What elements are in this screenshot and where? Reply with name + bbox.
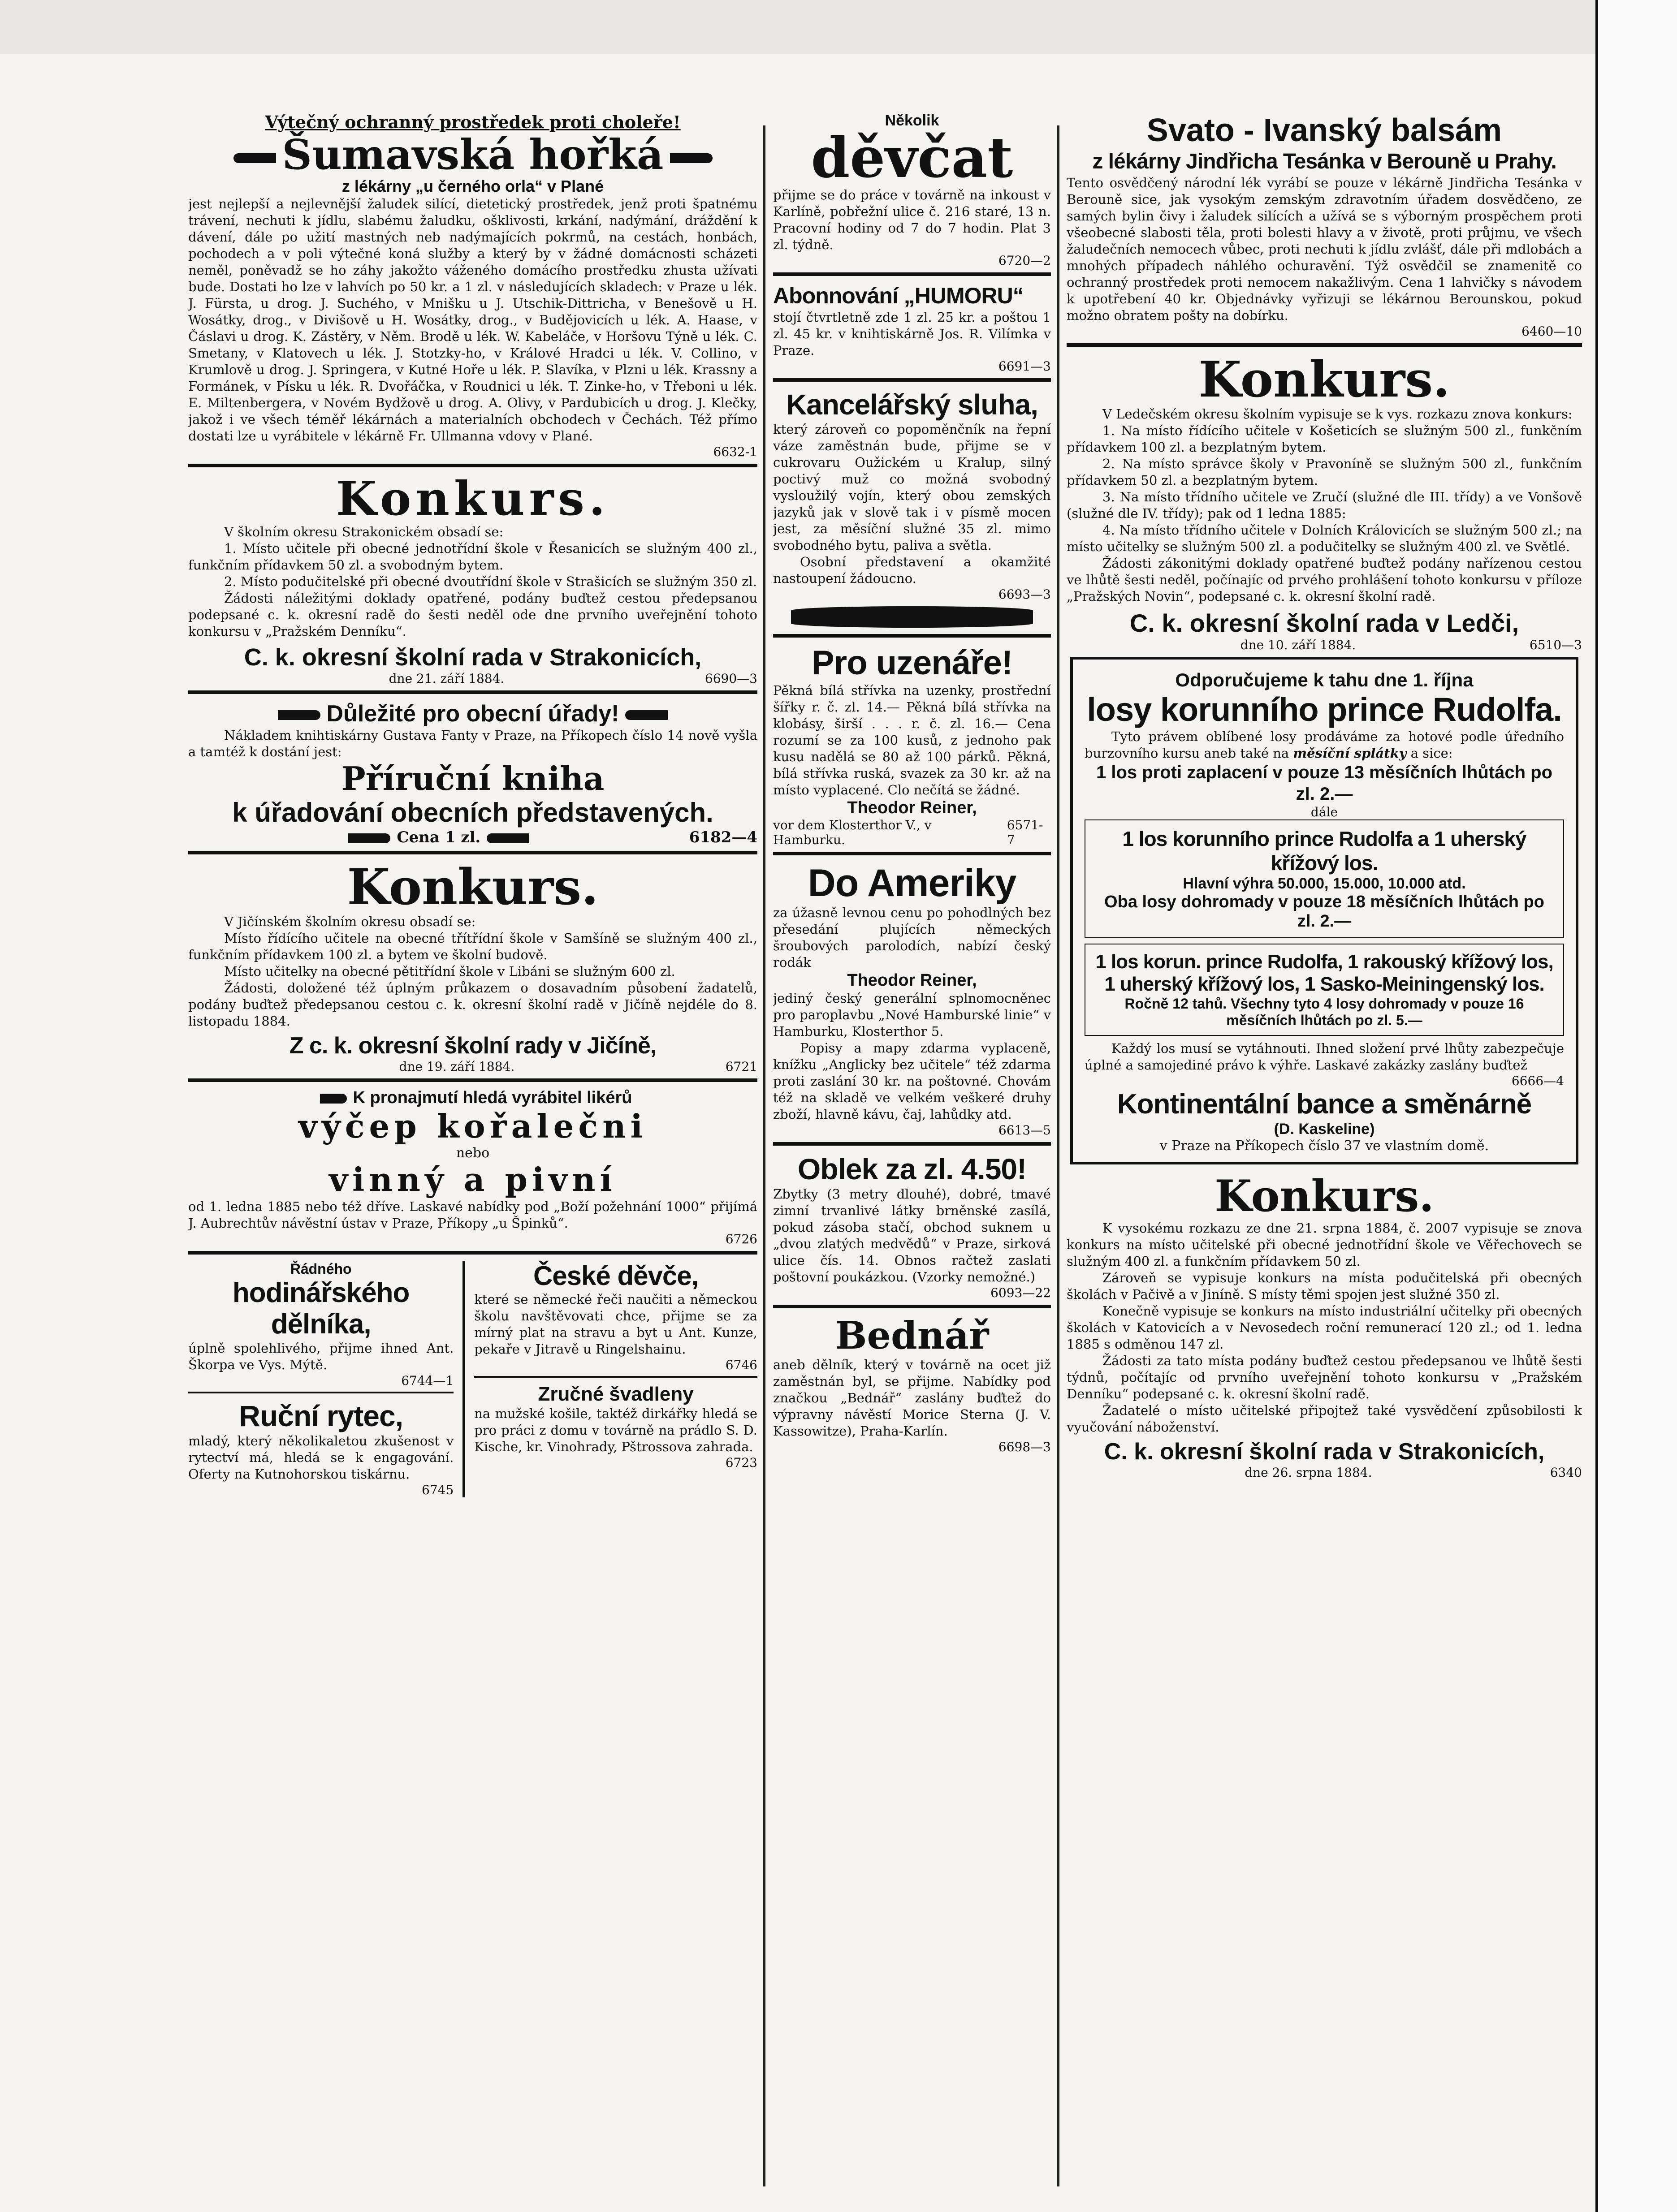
page-top-margin	[0, 0, 1595, 54]
divider	[773, 1305, 1051, 1308]
ad-ref: 6691—3	[998, 359, 1051, 374]
ad-ref: 6698—3	[998, 1440, 1051, 1454]
divider	[773, 272, 1051, 276]
ad-title: Zručné švadleny	[538, 1383, 694, 1405]
ad-title: České děvče,	[533, 1261, 699, 1291]
ad-amerika	[773, 862, 1051, 1138]
ad-prirucni-kniha	[188, 700, 757, 846]
ad-text: Místo učitelky na obecné pětitřídní škole v Libáni se služným 600 zl.	[224, 964, 675, 979]
ad-balsam	[1067, 112, 1582, 339]
column-left	[188, 112, 757, 2200]
ad-text: Konečně vypisuje se konkurs na místo industriální učitelky při obecných školách v Katovicích a v Nevosedech roční remunerací 120 zl.; od 1. ledna 1885 s odměnou 147 zl.	[1067, 1303, 1582, 1352]
page-right-edge	[1595, 0, 1677, 2212]
divider	[773, 852, 1051, 855]
ad-footer: dne 21. září 1884. 6690—3	[389, 671, 757, 686]
ad-uzenari	[773, 644, 1051, 847]
ad-text: Každý los musí se vytáhnouti. Ihned složení prvé lhůty zabezpečuje úplné a samojediné právo k výhře. Laskavé zakázky zaslány buďtež	[1085, 1041, 1564, 1073]
ad-title: Abonnování „HUMORU“	[773, 283, 1024, 308]
ad-text: od 1. ledna 1885 nebo též dříve. Laskavé nabídky pod „Boží požehnání 1000“ přijímá J. Aubrechtův návěstní ústav v Praze, Příkopy „u Špinků“.	[188, 1199, 757, 1231]
pointing-hand-icon	[278, 710, 320, 720]
ad-text: 1. Místo učitele při obecné jednotřídní škole v Řesanicích se služným 400 zl., funkčním přídavkem 50 zl. a svobodným bytem.	[188, 541, 757, 573]
ad-intro: V školním okresu Strakonickém obsadí se:	[224, 524, 504, 539]
ad-title: Ruční rytec,	[239, 1399, 403, 1432]
ad-sluha	[773, 388, 1051, 628]
ad-title: Do Ameriky	[808, 862, 1016, 905]
column-right	[1067, 112, 1582, 2200]
ad-footer: Cena 1 zl. 6182—4	[188, 828, 757, 846]
ad-subtitle: z lékárny Jindřicha Tesánka v Berouně u Prahy.	[1092, 150, 1556, 173]
ad-text: stojí čtvrtletně zde 1 zl. 25 kr. a poštou 1 zl. 45 kr. v knihtiskárně Jos. R. Vilímka v Praze.	[773, 310, 1051, 358]
ad-headline: Výtečný ochranný prostředek proti choleře!	[265, 112, 681, 132]
ad-ref: 6745	[422, 1483, 454, 1497]
divider	[474, 1376, 757, 1378]
divider	[188, 1392, 454, 1393]
ad-ref: 6720—2	[998, 253, 1051, 268]
ad-title: Konkurs.	[1198, 350, 1450, 408]
pointing-hand-icon	[487, 833, 529, 843]
ad-ref: 6693—3	[998, 587, 1051, 602]
ad-text: které se německé řeči naučiti a německou školu navštěvovati chce, přijme se za mírný plat na stravu a byt u Ant. Kunze, pekaře v Jitravě u Ringelshainu.	[474, 1292, 757, 1357]
ad-title: Příruční kniha	[341, 759, 605, 798]
ad-hodinar	[188, 1261, 454, 1497]
ad-text: Popisy a mapy zdarma vyplaceně, knížku „Anglicky bez učitele“ též zdarma proti zaslání 30 kr. na poštovné. Chovám též na skladě ve velkém veškeré druhy zboží, hlavně kávu, čaj, lahůdky atd.	[773, 1040, 1051, 1122]
ad-title: vinný a pivní	[329, 1160, 617, 1199]
ad-text: Místo řídícího učitele na obecné třítřídní škole v Samšíně se služným 400 zl., funkčním přídavkem 100 zl. a bytem ve školní budově.	[188, 931, 757, 962]
ad-title: Šumavská hořká	[188, 132, 757, 177]
ad-title: Konkurs.	[336, 471, 610, 526]
ad-footer: dne 10. září 1884. 6510—3	[1240, 638, 1582, 652]
ad-konkurs-ledec	[1067, 350, 1582, 652]
divider	[188, 1251, 757, 1255]
ad-title: Oblek za zl. 4.50!	[797, 1152, 1027, 1186]
ad-signature: C. k. okresní školní rada v Strakonicích,	[244, 644, 702, 671]
offer-3b: 1 uherský křížový los, 1 Sasko-Meiningenský los.	[1104, 973, 1544, 995]
ad-signature: Theodor Reiner,	[847, 971, 977, 990]
bank-name: Kontinentální bance a směnárně	[1117, 1089, 1532, 1120]
ad-kicker: Řádného	[290, 1261, 352, 1277]
ad-ref: 6726	[725, 1232, 757, 1246]
ad-ref: 6723	[725, 1455, 757, 1470]
pointing-hand-icon	[348, 833, 390, 843]
pointing-hand-icon	[320, 1094, 347, 1104]
divider	[188, 851, 757, 854]
ad-text: 3. Na místo třídního učitele ve Zručí (služné dle III. třídy) a ve Vonšově (služné dle IV. třídy); pak od 1 ledna 1885:	[1067, 489, 1582, 521]
ad-konkurs-strakonice-2	[1067, 1173, 1582, 1480]
ad-ref: 6093—22	[990, 1285, 1051, 1300]
ad-title: Bednář	[835, 1313, 989, 1358]
ad-footer: vor dem Klosterthor V., v Hamburku. 6571-7	[773, 818, 1043, 847]
ad-title: Konkurs.	[347, 858, 599, 916]
ad-sumavska-horka	[188, 112, 757, 459]
ad-intro: V Jičínském školním okresu obsadí se:	[224, 914, 476, 929]
ad-text: aneb dělník, který v továrně na ocet již zaměstnán byl, se přijme. Nabídky pod značkou „Bednář“ zaslány buďtež do výpravny návěstí Morice Sterna (J. V. Kassowitze), Praha-Karlín.	[773, 1357, 1051, 1439]
ad-text: Žadatelé o místo učitelské připojtež také vysvědčení způsobilosti k vyučování náboženství.	[1067, 1403, 1582, 1435]
ad-signature: Theodor Reiner,	[847, 798, 977, 817]
ad-text: Žádosti náležitými doklady opatřené, podány buďtež cestou předepsanou podepsané c. k. okresní radě do šesti neděl ode dne prvního uveřejnění tohoto konkursu v „Pražském Denníku“.	[188, 591, 757, 639]
offer-2-box	[1085, 819, 1564, 938]
divider	[188, 464, 757, 467]
ad-text: přijme se do práce v továrně na inkoust v Karlíně, pobřežní ulice č. 216 staré, 13 n. Pracovní hodiny od 7 do 7 hodin. Plat 3 zl. týdně.	[773, 187, 1051, 252]
column-rule-1	[763, 125, 765, 2186]
divider	[188, 1078, 757, 1082]
column-middle	[773, 112, 1051, 2200]
ad-title: Pro uzenáře!	[811, 644, 1013, 682]
offer-3-box	[1085, 944, 1564, 1036]
ad-title: Kancelářský sluha,	[786, 388, 1038, 421]
ad-title: hodinářského dělníka,	[232, 1277, 410, 1340]
pointing-hand-icon	[625, 710, 668, 720]
ad-text: Pěkná bílá střívka na uzenky, prostřední šířky r. č. zl. 14.— Pěkná bílá střívka na klobásy, širší . . . r. č. zl. 16.— Cena rozumí se za 100 kusů, z jednoho pak kusu nadělá se 80 až 100 párků. Pěkná, bílá střívka ruská, svazek za 30 kr. až na místo vyplacené. Clo nečítá se žádné.	[773, 683, 1051, 798]
divider	[773, 378, 1051, 382]
ad-kicker: Několik	[885, 112, 939, 129]
ad-text: 2. Na místo správce školy v Pravoníně se služným 500 zl., funkčním přídavkem 50 zl. a bezplatným bytem.	[1067, 456, 1582, 488]
ad-text: 1. Na místo řídícího učitele v Košeticích se služným 500 zl., funkčním přídavkem 100 zl. a bezplatným bytem.	[1067, 423, 1582, 455]
ad-ref: 6666—4	[1511, 1074, 1564, 1088]
ad-intro: V Ledečském okresu školním vypisuje se k vys. rozkazu znova konkurs:	[1102, 406, 1573, 422]
ad-oblek	[773, 1152, 1051, 1300]
ad-signature: C. k. okresní školní rada v Strakonicích,	[1104, 1439, 1545, 1465]
offer-2-wins: Hlavní výhra 50.000, 15.000, 10.000 atd.	[1183, 875, 1466, 892]
ad-humor	[773, 282, 1051, 374]
ad-konkurs-jicin	[188, 858, 757, 1074]
ad-source: z lékárny „u černého orla“ v Plané	[341, 177, 604, 195]
small-ads-row	[188, 1261, 757, 1497]
pointing-hand-icon	[233, 153, 276, 163]
divider	[773, 1142, 1051, 1146]
ad-text: mladý, který několikaletou zkušenost v rytectví má, hledá se k engagování. Oferty na Kutnohorskou tiskárnu.	[188, 1433, 454, 1482]
ad-dale: dále	[1310, 805, 1338, 819]
ornament-bar	[791, 606, 1033, 628]
ad-ref: 6744—1	[401, 1373, 454, 1388]
bank-owner: (D. Kaskeline)	[1274, 1121, 1375, 1138]
ad-deve	[474, 1261, 757, 1497]
ad-text: Zbytky (3 metry dlouhé), dobré, tmavé zimní trvanlivé látky brněnské zasílá, pokud zásoba stačí, obchod suknem u „dvou zlatých medvědů“ v Praze, sirková ulice čís. 14. Obnos račtež zaslati poštovní poukázkou. (Vzorky nemožné.)	[773, 1186, 1051, 1285]
ad-text: 2. Místo podučitelské při obecné dvoutřídní škole v Strašicích se služným 350 zl.	[224, 574, 757, 589]
offer-3c: Ročně 12 tahů. Všechny tyto 4 losy dohromady v pouze 16 měsíčních lhůtách po zl. 5.—	[1124, 996, 1524, 1028]
ad-vycep	[188, 1088, 757, 1246]
ad-title: děvčat	[811, 125, 1013, 190]
ad-ref: 6460—10	[1521, 324, 1582, 339]
ad-headline: K pronajmutí hledá vyrábitel likérů	[188, 1088, 757, 1108]
ad-ref: 6613—5	[998, 1123, 1051, 1138]
pointing-hand-icon	[670, 153, 713, 163]
ad-text: Zároveň se vypisuje konkurs na místa podučitelská při obecných školách v Pačivě a v Jiníně. S místy těmi spojen jest služné 350 zl.	[1067, 1270, 1582, 1302]
ad-text: 4. Na místo třídního učitele v Dolních Královicích se služným 500 zl.; na místo učitelky se služným 500 zl. a podučitelky se služným 400 zl. ve Světlé.	[1067, 522, 1582, 554]
ad-ref: 6746	[725, 1358, 757, 1372]
ad-text: úplně spolehlivého, přijme ihned Ant. Škorpa ve Vys. Mýtě.	[188, 1341, 454, 1372]
ad-text: Osobní představení a okamžité nastoupení žádoucno.	[773, 554, 1051, 586]
ad-footer: dne 19. září 1884. 6721	[399, 1059, 757, 1074]
offer-3a: 1 los korun. prince Rudolfa, 1 rakouský křížový los,	[1095, 951, 1553, 973]
ad-devcat	[773, 112, 1051, 268]
ad-text: jest nejlepší a nejlevnější žaludek silící, dietetický prostředek, jenž proti špatnému trávení, nechuti k jídlu, slabému žaludku, ošklivosti, krkání, nadýmání, dráždění k dávení, dále po užití mastných neb nadýmajících pokrmů, na cestách, honbách, pochodech a v poli výtečné koná služby a který by v žádné domácnosti scházeti neměl, poněvadž se ho záhy jakožto váženého domácího prostředku zhusta užívati bude. Dostati ho lze v lahvích po 50 kr. a 1 zl. v následujících skladech: v Praze u lék. J. Fürsta, u drog. J. Suchého, v Mnišku u J. Utschik-Dittricha, v Benešově u H. Wosátky, drog., v Divišově u H. Wosátky, drog., v Budějovicích u lék. A. Haase, v Čáslavi u drog. K. Zástěry, v Něm. Brodě u lék. W. Kabeláče, v Horšovu Týně u lék. C. Smetany, v Klatovech u lék. J. Stotzky-ho, v Králové Hradci u lék. V. Collino, v Krumlově u drog. J. Springera, v Kutné Hoře u lék. P. Slavíka, v Plzni u lék. Krassny a Formánek, v Písku u lék. R. Dvořáčka, v Roudnici u lék. T. Zinke-ho, v Třeboni u lék. E. Miltenbergera, v Novém Bydžově u drog. A. Olivy, v Pardubicích u drog. J. Klečky, jakož i ve všech téměř lékárnách a materialních obchodech v Čechách. Též přímo dostati lze u vyrábitele v lékárně Fr. Ullmanna vdovy v Plané.	[188, 196, 757, 444]
ad-losy-frame	[1070, 657, 1578, 1164]
ad-text: Nákladem knihtiskárny Gustava Fanty v Praze, na Příkopech číslo 14 nově vyšla a tamtéž k dostání jest:	[188, 728, 757, 759]
column-rule	[462, 1261, 465, 1497]
ad-subtitle: k úřadování obecních představených.	[232, 798, 713, 828]
ad-title: výčep kořalečni	[298, 1107, 647, 1145]
ad-text: který zároveň co popoměnčník na řepní váze zaměstnán bude, přijme se v cukrovaru Oužickém u Kralup, silný poctivý muž co možná svobodný vysloužilý vojín, který obou zemských jazyků jak v slově tak i v písmě mocen jest, za měsíční služné 35 zl. mimo svobodného bytu, paliva a světla.	[773, 422, 1051, 553]
ad-konkurs-strakonice	[188, 471, 757, 686]
ad-title: losy korunního prince Rudolfa.	[1087, 691, 1562, 728]
ad-text: na mužské košile, taktéž dirkářky hledá se pro práci z domu v továrně na prádlo S. D. Kische, kr. Vinohrady, Pštrossova zahrada.	[474, 1406, 757, 1454]
divider	[1067, 343, 1582, 347]
ad-text: Žádosti, doložené též úplným průkazem o dosavadním působení žadatelů, podány buďtež předepsanou cestou c. k. okresní školní radě v Jičíně nejdéle do 8. listopadu 1884.	[188, 980, 757, 1029]
ad-headline: Důležité pro obecní úřady!	[188, 700, 757, 727]
ad-text: Žádosti zákonitými doklady opatřené buďtež podány nařízenou cestou ve lhůtě šesti neděl, počínajíc od prvého prohlášení tohoto konkursu v příloze „Pražských Novin“, podepsané c. k. okresní školní radě.	[1067, 556, 1582, 604]
ad-title: Svato - Ivanský balsám	[1146, 112, 1502, 148]
divider	[188, 690, 757, 694]
ad-or: nebo	[456, 1145, 490, 1161]
offer-2: 1 los korunního prince Rudolfa a 1 uherský křížový los.	[1122, 827, 1526, 875]
ad-title: Konkurs.	[1215, 1171, 1434, 1221]
divider	[773, 634, 1051, 638]
ad-text: K vysokému rozkazu ze dne 21. srpna 1884, č. 2007 vypisuje se znova konkurs na místo učitelské při obecné jednotřídní škole ve Věřechovech se služným 400 zl. a funkčním přídavkem 50 zl.	[1067, 1220, 1582, 1269]
ad-text: jediný český generální splnomocněnec pro paroplavbu „Nové Hamburské linie“ v Hamburku, Klosterthor 5.	[773, 991, 1051, 1039]
ad-ref: 6632-1	[713, 444, 757, 459]
ad-bednar	[773, 1315, 1051, 1454]
offer-1: 1 los proti zaplacení v pouze 13 měsíčních lhůtách po zl. 2.—	[1096, 763, 1553, 804]
ad-signature: C. k. okresní školní rada v Ledči,	[1129, 609, 1519, 637]
ad-text: Tento osvědčený národní lék vyrábí se pouze v lékárně Jindřicha Tesánka v Berouně sice, jak vysokým zemským zdravotním úřadem dosvědčeno, ze samých bylin čivy i žaludek silících a užívá se s výborným prospěchem proti všeobecné slabosti těla, proti bolesti hlavy a v životě, proti průjmu, ve všech žaludečních nemocech vůbec, proti nechuti k jídlu zvlášť, dále při mdlobách a mnohých případech náhlého ochuravění. Týž osvědčil se znamenitě co ochranný prostředek proti nemocem nakažlivým. Cena 1 lahvičky s návodem k upotřebení 40 kr. Objednávky vyřizuji se lékárnou Berounskou, pokud možno obratem pošty na dobírku.	[1067, 175, 1582, 323]
ad-headline: Odporučujeme k tahu dne 1. října	[1175, 669, 1474, 690]
ad-text: Tyto právem oblíbené losy prodáváme za hotové podle úředního burzovního kursu aneb také na měsíční splátky a sice:	[1085, 729, 1564, 761]
ad-footer: dne 26. srpna 1884. 6340	[1245, 1465, 1582, 1480]
offer-2b: Oba losy dohromady v pouze 18 měsíčních lhůtách po zl. 2.—	[1104, 893, 1544, 931]
ad-text: Žádosti za tato místa podány buďtež cestou předepsanou ve lhůtě šesti týdnů, počítajíc od prvního uveřejnění tohoto konkursu v „Pražském Denníku“ podepsané c. k. okresní školní radě.	[1067, 1353, 1582, 1401]
bank-address: v Praze na Příkopech číslo 37 ve vlastním domě.	[1159, 1138, 1489, 1154]
column-rule-2	[1057, 125, 1059, 2186]
ad-signature: Z c. k. okresní školní rady v Jičíně,	[289, 1033, 657, 1059]
ad-text: za úžasně levnou cenu po pohodlných bez přesedání plujících německých šroubových parolodích, nabízí český rodák	[773, 905, 1051, 970]
